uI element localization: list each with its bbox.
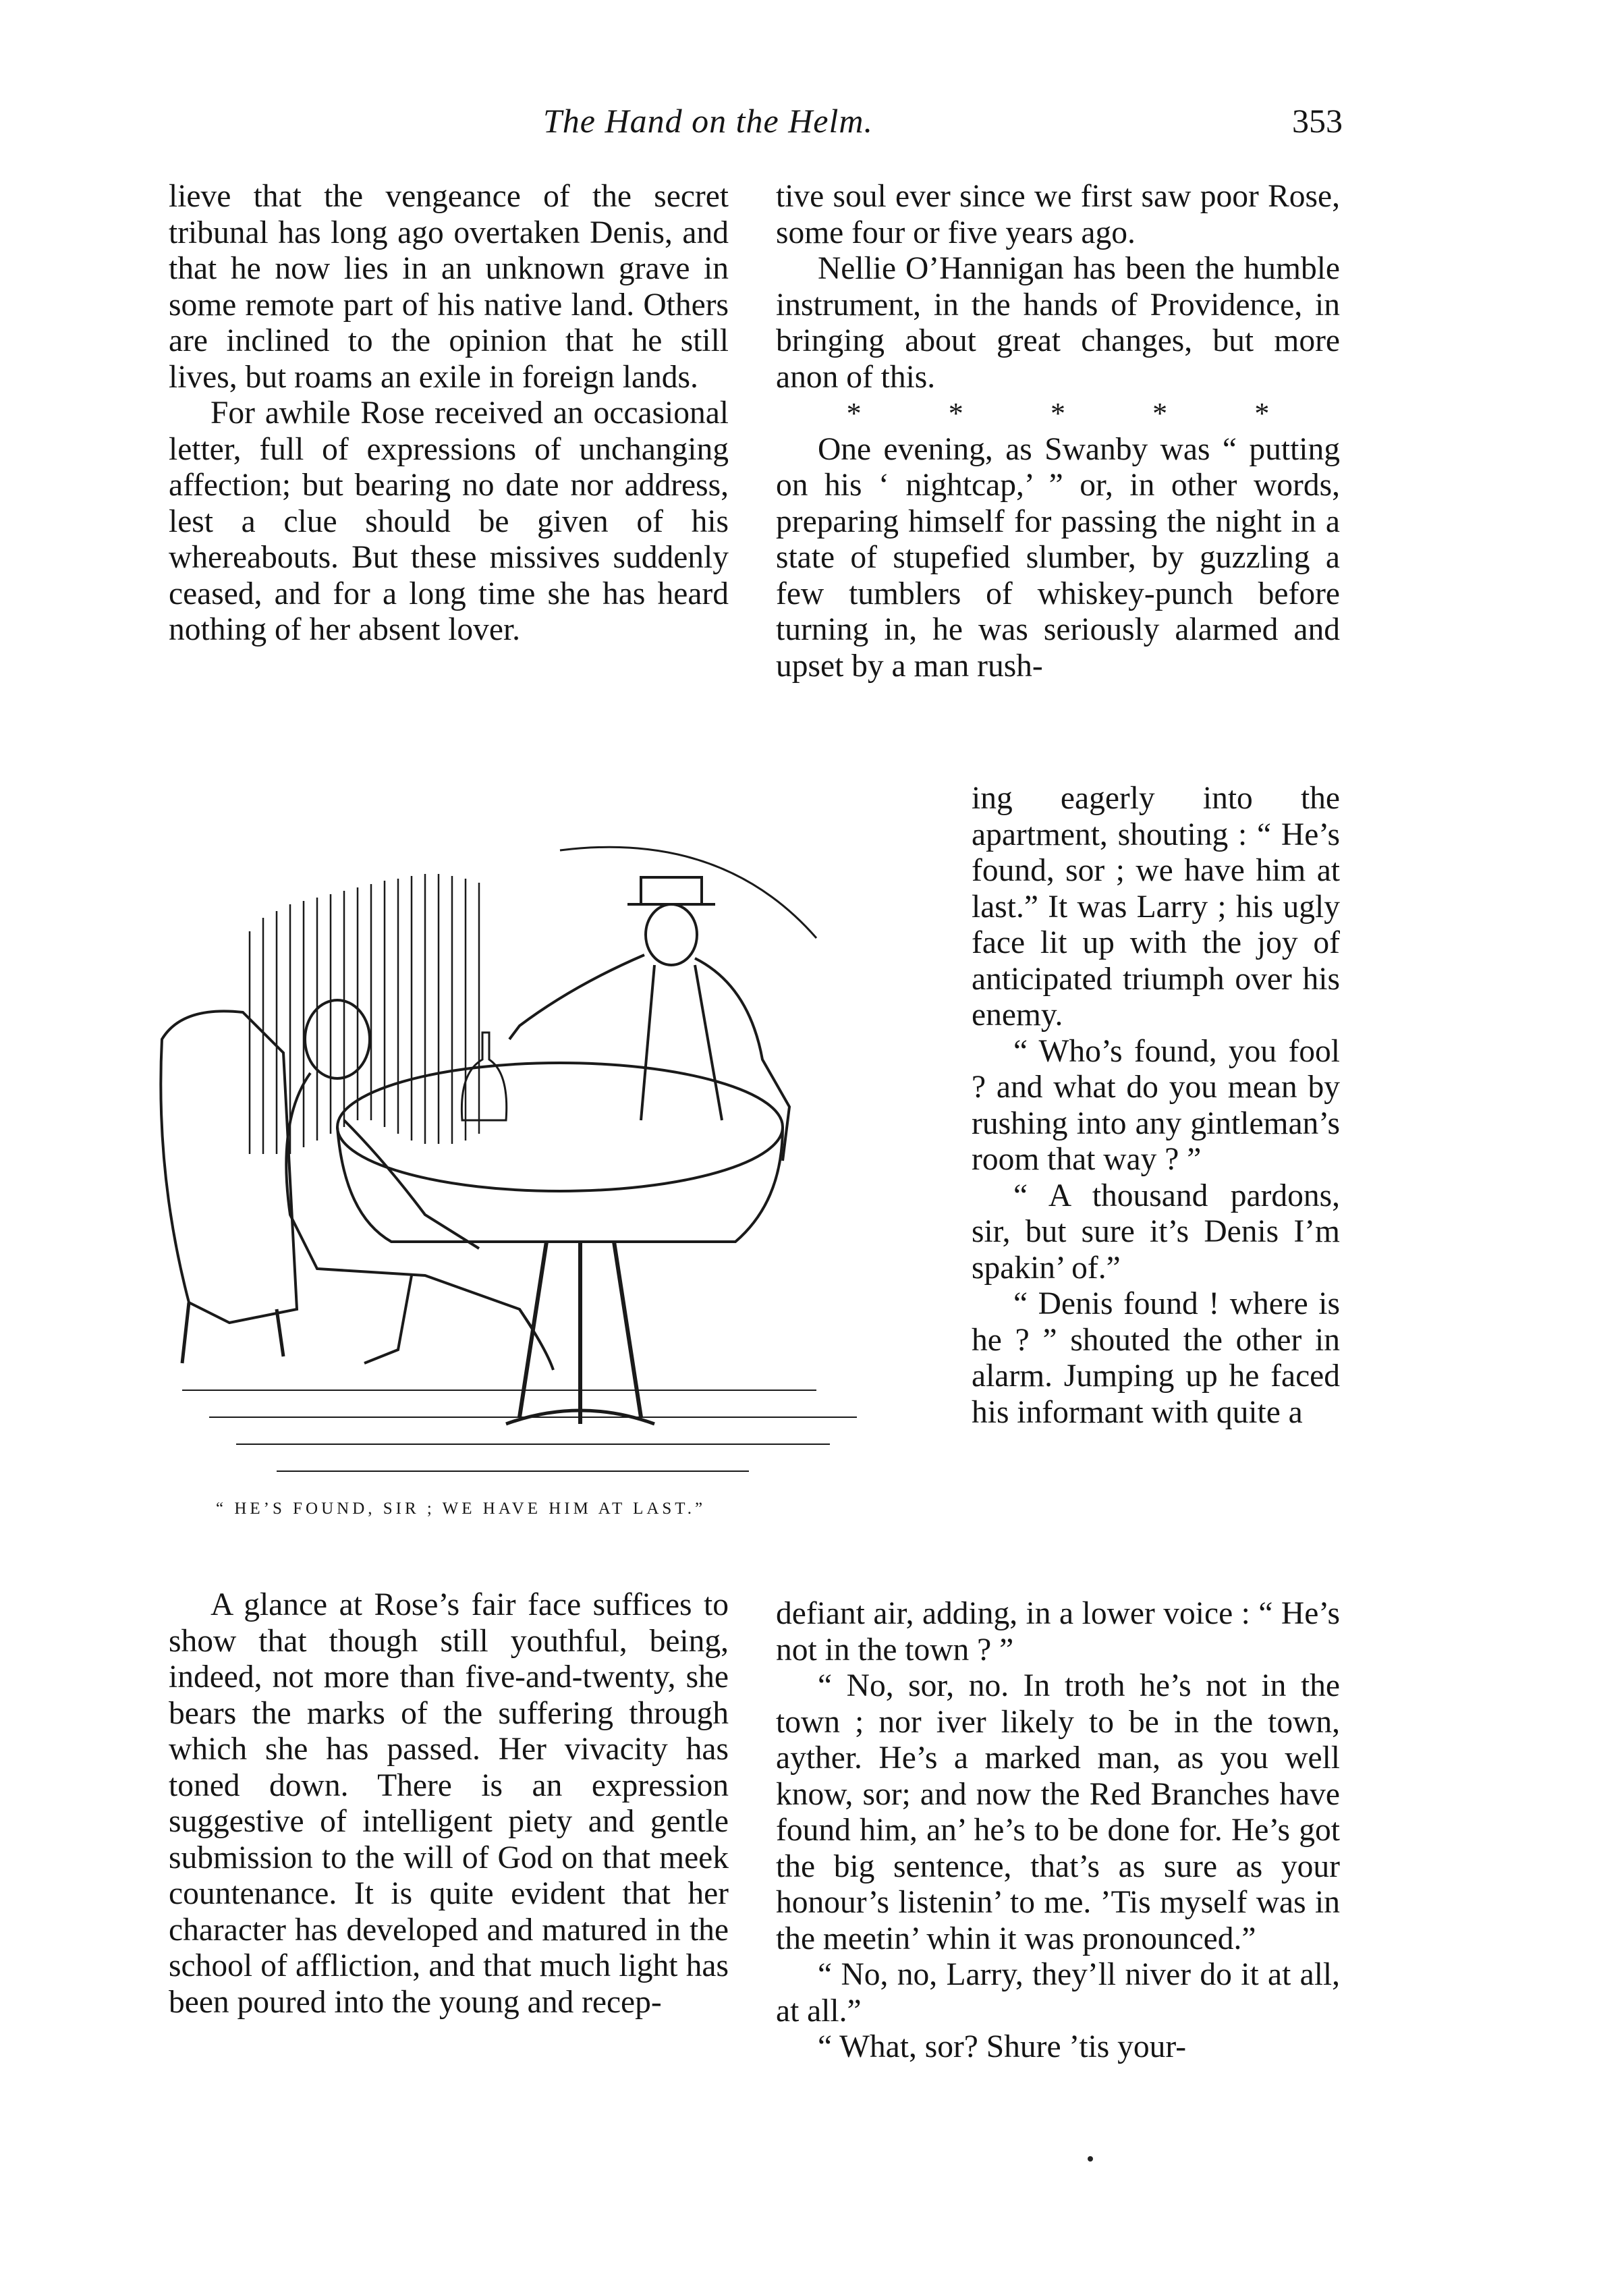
right-column-top bbox=[776, 179, 1340, 684]
right-column-bottom bbox=[776, 1596, 1340, 2066]
star: * bbox=[1152, 397, 1168, 430]
section-break-stars bbox=[776, 395, 1340, 432]
paragraph: For awhile Rose received an occasional letter, full of expressions of unchanging affection; but bearing no date nor address, lest a clue should be given of his whereabouts. But these missives suddenly ceased, and for a long time she has heard nothing of her absent lover. bbox=[169, 395, 729, 647]
paragraph: defiant air, adding, in a lower voice : “ He’s not in the town ? ” bbox=[776, 1596, 1340, 1668]
paragraph: One evening, as Swanby was “ putting on his ‘ nightcap,’ ” or, in other words, preparing himself for passing the night in a state of stupefied slumber, by guzzling a few tumblers of whiskey-punch before turning in, he was seriously alarmed and upset by a man rush- bbox=[776, 431, 1340, 684]
paragraph: “ A thousand pardons, sir, but sure it’s Denis I’m spakin’ of.” bbox=[972, 1178, 1340, 1286]
paragraph: “ No, no, Larry, they’ll niver do it at all, at all.” bbox=[776, 1957, 1340, 2029]
paragraph: tive soul ever since we first saw poor Rose, some four or five years ago. bbox=[776, 179, 1340, 250]
paragraph: Nellie O’Hannigan has been the humble instrument, in the hands of Providence, in bringing about great changes, but more anon of this. bbox=[776, 251, 1340, 395]
paragraph: “ What, sor? Shure ’tis your- bbox=[818, 2029, 1187, 2064]
paragraph: “ No, sor, no. In troth he’s not in the town ; nor iver likely to be in the town, ayther. He’s a marked man, as you well know, sor; and now the Red Branches have found him, an’ he’s to be done for. He’s got the big sentence, that’s as sure as your honour’s listenin’ to me. ’Tis myself was in the meetin’ whin it was pronounced.” bbox=[776, 1668, 1340, 1956]
illustration-caption: “ HE’S FOUND, SIR ; WE HAVE HIM AT LAST.” bbox=[216, 1500, 706, 1518]
page-number: 353 bbox=[1292, 102, 1343, 140]
ornament-dot bbox=[1088, 2156, 1093, 2162]
right-column-wrap bbox=[972, 781, 1340, 1431]
star: * bbox=[948, 397, 963, 430]
left-column-top bbox=[169, 179, 729, 649]
running-title: The Hand on the Helm. bbox=[543, 102, 873, 140]
paragraph: lieve that the vengeance of the secret tribunal has long ago overtaken Denis, and that he now lies in an unknown grave in some remote part of his native land. Others are inclined to the opinion that he still lives, but roams an exile in foreign lands. bbox=[169, 179, 729, 395]
running-head bbox=[0, 101, 1624, 155]
star: * bbox=[846, 397, 862, 430]
paragraph: “ Denis found ! where is he ? ” shouted the other in alarm. Jumping up he faced his informant with quite a bbox=[972, 1286, 1340, 1430]
star: * bbox=[1254, 397, 1270, 430]
paragraph: ing eagerly into the apartment, shouting : “ He’s found, sor ; we have him at last.” It was Larry ; his ugly face lit up with the joy of anticipated triumph over his enemy. bbox=[972, 781, 1340, 1033]
left-column-bottom bbox=[169, 1587, 729, 2021]
paragraph: “ Who’s found, you fool ? and what do you mean by rushing into any gintleman’s room that way ? ” bbox=[972, 1033, 1340, 1177]
paragraph: A glance at Rose’s fair face suffices to show that though still youthful, being, indeed, not more than five-and-twenty, she bears the marks of the suffering through which she has passed. Her vivacity has toned down. There is an expression suggestive of intelligent piety and gentle submission to the will of God on that meek countenance. It is quite evident that her character has developed and matured in the school of affliction, and that much light has been poured into the young and recep- bbox=[169, 1587, 729, 2020]
star: * bbox=[1050, 397, 1065, 430]
engraving-illustration bbox=[142, 837, 945, 1488]
